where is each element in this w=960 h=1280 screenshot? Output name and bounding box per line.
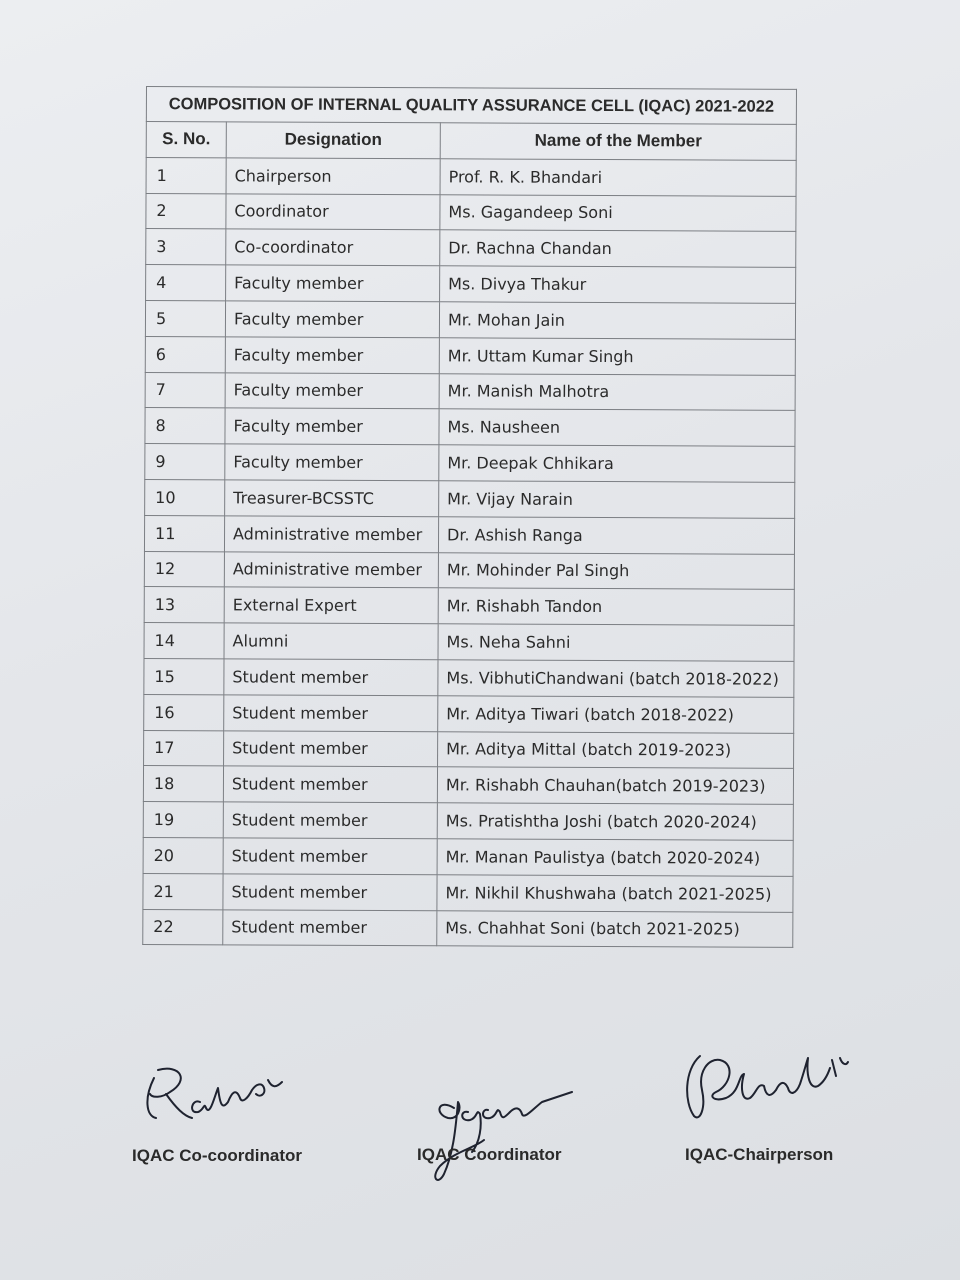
member-name-cell: Ms. Gagandeep Soni (440, 194, 796, 231)
designation-cell: Co-coordinator (226, 229, 440, 266)
co-coordinator-signature (140, 1058, 300, 1128)
sno-cell: 18 (143, 766, 223, 802)
co-coordinator-signature-label: IQAC Co-coordinator (132, 1146, 302, 1165)
designation-cell: Faculty member (226, 265, 440, 302)
member-name-cell: Mr. Manish Malhotra (439, 373, 795, 410)
sno-cell: 3 (146, 229, 226, 265)
designation-cell: Student member (223, 838, 437, 875)
designation-cell: External Expert (224, 587, 438, 624)
member-name-cell: Mr. Aditya Tiwari (batch 2018-2022) (438, 696, 794, 733)
sno-cell: 1 (146, 157, 226, 193)
sno-cell: 22 (143, 909, 223, 945)
column-header-sno: S. No. (146, 122, 226, 158)
coordinator-signature-label: IQAC Coordinator (417, 1145, 562, 1164)
designation-cell: Student member (223, 766, 437, 803)
designation-cell: Chairperson (226, 158, 440, 195)
sno-cell: 4 (146, 265, 226, 301)
designation-cell: Administrative member (224, 516, 438, 553)
table-row (145, 408, 795, 447)
sno-cell: 11 (144, 515, 224, 551)
designation-cell: Student member (224, 659, 438, 696)
table-row (146, 229, 796, 268)
member-name-cell: Ms. Nausheen (439, 409, 795, 446)
member-name-cell: Mr. Deepak Chhikara (439, 445, 795, 482)
designation-cell: Student member (223, 874, 437, 911)
sno-cell: 7 (145, 372, 225, 408)
table-row (145, 479, 795, 518)
document-title: COMPOSITION OF INTERNAL QUALITY ASSURANCE CELL (IQAC) 2021-2022 (146, 87, 796, 125)
table-row (146, 193, 796, 232)
table-row (145, 444, 795, 483)
member-name-cell: Mr. Rishabh Tandon (438, 588, 794, 625)
table-row (144, 623, 794, 662)
table-row (144, 658, 794, 697)
member-name-cell: Mr. Mohinder Pal Singh (438, 552, 794, 589)
member-name-cell: Mr. Rishabh Chauhan(batch 2019-2023) (437, 767, 793, 804)
table-row (144, 730, 794, 769)
designation-cell: Faculty member (225, 408, 439, 445)
sno-cell: 13 (144, 587, 224, 623)
table-row (145, 336, 795, 375)
table-header-row (146, 122, 796, 161)
table-row (144, 551, 794, 590)
designation-cell: Coordinator (226, 193, 440, 230)
table-row (146, 265, 796, 304)
designation-cell: Alumni (224, 623, 438, 660)
table-row (145, 372, 795, 411)
table-body (143, 157, 796, 947)
member-name-cell: Ms. Pratishtha Joshi (batch 2020-2024) (437, 803, 793, 840)
designation-cell: Student member (224, 695, 438, 732)
sno-cell: 5 (145, 300, 225, 336)
designation-cell: Faculty member (225, 301, 439, 338)
member-name-cell: Mr. Vijay Narain (439, 481, 795, 518)
sno-cell: 21 (143, 873, 223, 909)
designation-cell: Student member (224, 730, 438, 767)
sno-cell: 12 (144, 551, 224, 587)
sno-cell: 8 (145, 408, 225, 444)
table-row (143, 802, 793, 841)
sno-cell: 9 (145, 444, 225, 480)
table-row (143, 873, 793, 912)
member-name-cell: Mr. Mohan Jain (439, 302, 795, 339)
sno-cell: 19 (143, 802, 223, 838)
table-row (143, 766, 793, 805)
member-name-cell: Mr. Nikhil Khushwaha (batch 2021-2025) (437, 875, 793, 912)
chairperson-signature (680, 1046, 850, 1126)
member-name-cell: Ms. VibhutiChandwani (batch 2018-2022) (438, 660, 794, 697)
designation-cell: Faculty member (225, 372, 439, 409)
member-name-cell: Ms. Divya Thakur (440, 266, 796, 303)
member-name-cell: Ms. Neha Sahni (438, 624, 794, 661)
table-row (143, 909, 793, 948)
sno-cell: 10 (145, 479, 225, 515)
sno-cell: 14 (144, 623, 224, 659)
member-name-cell: Dr. Rachna Chandan (440, 230, 796, 267)
table-row (143, 837, 793, 876)
member-name-cell: Prof. R. K. Bhandari (440, 159, 796, 196)
chairperson-signature-label: IQAC-Chairperson (685, 1145, 834, 1164)
designation-cell: Administrative member (224, 551, 438, 588)
member-name-cell: Mr. Uttam Kumar Singh (439, 338, 795, 375)
table-row (146, 157, 796, 196)
member-name-cell: Ms. Chahhat Soni (batch 2021-2025) (437, 910, 793, 947)
table-row (144, 515, 794, 554)
member-name-cell: Mr. Manan Paulistya (batch 2020-2024) (437, 839, 793, 876)
designation-cell: Student member (223, 802, 437, 839)
designation-cell: Faculty member (225, 337, 439, 374)
designation-cell: Faculty member (225, 444, 439, 481)
table-row (144, 694, 794, 733)
iqac-composition-table (142, 86, 797, 948)
designation-cell: Student member (223, 909, 437, 946)
member-name-cell: Dr. Ashish Ranga (438, 517, 794, 554)
sno-cell: 15 (144, 658, 224, 694)
member-name-cell: Mr. Aditya Mittal (batch 2019-2023) (438, 731, 794, 768)
sno-cell: 20 (143, 837, 223, 873)
column-header-name: Name of the Member (440, 123, 796, 160)
sno-cell: 17 (144, 730, 224, 766)
designation-cell: Treasurer-BCSSTC (225, 480, 439, 517)
coordinator-signature (424, 1078, 574, 1193)
sno-cell: 16 (144, 694, 224, 730)
table-row (145, 300, 795, 339)
table-title-row (146, 87, 796, 125)
sno-cell: 2 (146, 193, 226, 229)
table-row (144, 587, 794, 626)
column-header-designation: Designation (226, 122, 440, 159)
sno-cell: 6 (145, 336, 225, 372)
